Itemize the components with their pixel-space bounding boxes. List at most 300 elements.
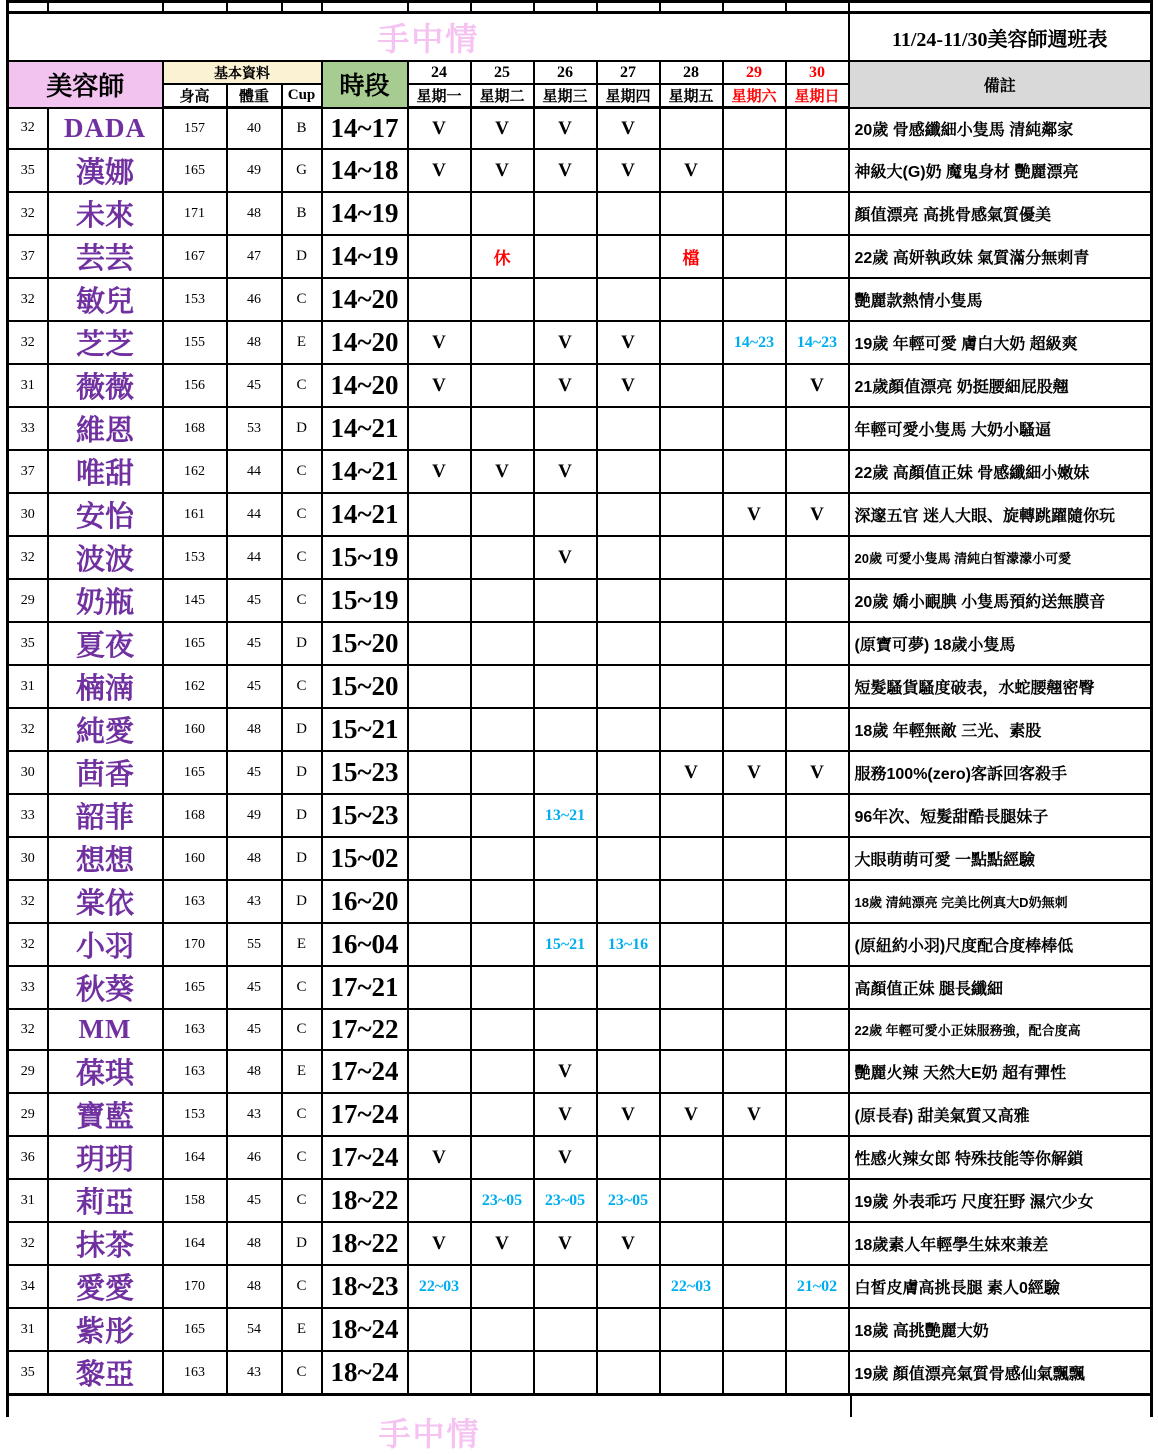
- day-number-29: 29: [723, 61, 786, 84]
- schedule-cell-day-28: [660, 1009, 723, 1050]
- height-cell: 162: [163, 665, 227, 708]
- schedule-cell-day-30: 14~23: [786, 321, 849, 364]
- schedule-cell-day-29: V: [723, 751, 786, 794]
- schedule-cell-day-29: [723, 622, 786, 665]
- day-name-25: 星期二: [471, 84, 534, 108]
- schedule-cell-day-29: [723, 1308, 786, 1351]
- table-row: [8, 1136, 1152, 1179]
- time-slot-cell: 14~20: [322, 278, 408, 321]
- schedule-cell-day-24: [408, 708, 471, 751]
- schedule-cell-day-28: 22~03: [660, 1265, 723, 1308]
- schedule-cell-day-30: [786, 1351, 849, 1395]
- table-row: [8, 536, 1152, 579]
- schedule-cell-day-29: [723, 192, 786, 235]
- schedule-cell-day-25: [471, 536, 534, 579]
- schedule-cell-day-25: [471, 966, 534, 1009]
- schedule-cell-day-25: V: [471, 1222, 534, 1265]
- schedule-cell-day-24: [408, 794, 471, 837]
- height-cell: 163: [163, 1351, 227, 1395]
- cup-cell: C: [282, 579, 322, 622]
- schedule-cell-day-25: [471, 1093, 534, 1136]
- schedule-cell-day-29: V: [723, 1093, 786, 1136]
- note-cell: 大眼萌萌可愛 一點點經驗: [849, 837, 1152, 880]
- cup-cell: D: [282, 751, 322, 794]
- beautician-name: 棠依: [48, 880, 163, 923]
- beautician-name: 敏兒: [48, 278, 163, 321]
- weight-cell: 44: [227, 536, 282, 579]
- schedule-cell-day-25: [471, 407, 534, 450]
- time-slot-cell: 14~17: [322, 108, 408, 150]
- schedule-cell-day-24: V: [408, 321, 471, 364]
- weight-cell: 45: [227, 364, 282, 407]
- cup-cell: E: [282, 321, 322, 364]
- time-slot-cell: 15~20: [322, 665, 408, 708]
- schedule-cell-day-24: [408, 192, 471, 235]
- schedule-cell-day-29: [723, 1009, 786, 1050]
- height-cell: 163: [163, 1050, 227, 1093]
- beautician-name: 秋葵: [48, 966, 163, 1009]
- table-row: [8, 1265, 1152, 1308]
- schedule-cell-day-27: V: [597, 1093, 660, 1136]
- schedule-cell-day-25: [471, 708, 534, 751]
- schedule-cell-day-29: [723, 923, 786, 966]
- schedule-cell-day-29: [723, 450, 786, 493]
- height-cell: 156: [163, 364, 227, 407]
- schedule-cell-day-24: [408, 837, 471, 880]
- table-row: [8, 880, 1152, 923]
- weight-cell: 48: [227, 1265, 282, 1308]
- schedule-cell-day-28: [660, 278, 723, 321]
- height-cell: 160: [163, 837, 227, 880]
- height-cell: 167: [163, 235, 227, 278]
- time-slot-cell: 18~22: [322, 1179, 408, 1222]
- header-beautician: 美容師: [8, 61, 163, 108]
- weight-cell: 48: [227, 837, 282, 880]
- schedule-cell-day-26: V: [534, 1050, 597, 1093]
- header-basic-info: 基本資料: [163, 61, 322, 84]
- weight-cell: 45: [227, 966, 282, 1009]
- time-slot-cell: 17~21: [322, 966, 408, 1009]
- schedule-cell-day-24: V: [408, 1136, 471, 1179]
- cup-cell: C: [282, 966, 322, 1009]
- empty-cell: [849, 2, 1152, 13]
- weight-cell: 45: [227, 622, 282, 665]
- weight-cell: 48: [227, 192, 282, 235]
- schedule-cell-day-28: [660, 579, 723, 622]
- schedule-cell-day-30: [786, 622, 849, 665]
- schedule-cell-day-30: [786, 1179, 849, 1222]
- height-cell: 162: [163, 450, 227, 493]
- height-cell: 170: [163, 1265, 227, 1308]
- cup-cell: C: [282, 1136, 322, 1179]
- schedule-cell-day-28: [660, 1351, 723, 1395]
- schedule-cell-day-24: [408, 1093, 471, 1136]
- schedule-cell-day-25: [471, 665, 534, 708]
- schedule-cell-day-28: [660, 923, 723, 966]
- schedule-cell-day-29: [723, 108, 786, 150]
- beautician-name: 想想: [48, 837, 163, 880]
- cup-cell: C: [282, 278, 322, 321]
- schedule-cell-day-30: [786, 235, 849, 278]
- schedule-cell-day-30: [786, 708, 849, 751]
- schedule-cell-day-28: [660, 364, 723, 407]
- time-slot-cell: 14~21: [322, 407, 408, 450]
- schedule-cell-day-28: [660, 880, 723, 923]
- height-cell: 153: [163, 278, 227, 321]
- schedule-cell-day-25: 休: [471, 235, 534, 278]
- age-cell: 31: [8, 364, 48, 407]
- beautician-name: 抹茶: [48, 1222, 163, 1265]
- age-cell: 32: [8, 880, 48, 923]
- schedule-cell-day-24: [408, 536, 471, 579]
- empty-cell: [471, 2, 534, 13]
- time-slot-cell: 18~24: [322, 1308, 408, 1351]
- schedule-cell-day-27: [597, 622, 660, 665]
- schedule-cell-day-27: V: [597, 108, 660, 150]
- empty-cell: [227, 2, 282, 13]
- beautician-name: 維恩: [48, 407, 163, 450]
- schedule-cell-day-30: [786, 450, 849, 493]
- age-cell: 32: [8, 1009, 48, 1050]
- schedule-cell-day-24: [408, 880, 471, 923]
- schedule-cell-day-30: [786, 1222, 849, 1265]
- time-slot-cell: 14~21: [322, 493, 408, 536]
- beautician-name: 小羽: [48, 923, 163, 966]
- weight-cell: 45: [227, 1009, 282, 1050]
- schedule-cell-day-25: [471, 1265, 534, 1308]
- schedule-cell-day-24: V: [408, 450, 471, 493]
- schedule-cell-day-29: [723, 794, 786, 837]
- schedule-cell-day-24: V: [408, 1222, 471, 1265]
- schedule-cell-day-29: [723, 1136, 786, 1179]
- beautician-name: 漢娜: [48, 149, 163, 192]
- schedule-cell-day-27: [597, 1009, 660, 1050]
- schedule-cell-day-30: [786, 407, 849, 450]
- header-notes: 備註: [849, 61, 1152, 108]
- schedule-cell-day-27: [597, 1136, 660, 1179]
- schedule-cell-day-30: [786, 665, 849, 708]
- schedule-cell-day-29: [723, 407, 786, 450]
- weight-cell: 45: [227, 665, 282, 708]
- schedule-cell-day-30: [786, 1093, 849, 1136]
- schedule-cell-day-25: [471, 622, 534, 665]
- beautician-name: MM: [48, 1009, 163, 1050]
- note-cell: 21歲顏值漂亮 奶挺腰細屁股翹: [849, 364, 1152, 407]
- schedule-cell-day-28: [660, 622, 723, 665]
- table-row: [8, 1179, 1152, 1222]
- schedule-cell-day-28: V: [660, 149, 723, 192]
- day-name-29: 星期六: [723, 84, 786, 108]
- cup-cell: C: [282, 665, 322, 708]
- schedule-cell-day-25: [471, 321, 534, 364]
- weight-cell: 48: [227, 1222, 282, 1265]
- week-range-subtitle: 11/24-11/30美容師週班表: [849, 13, 1152, 62]
- note-cell: (原紐約小羽)尺度配合度棒棒低: [849, 923, 1152, 966]
- table-row: [8, 966, 1152, 1009]
- table-row: [8, 192, 1152, 235]
- note-cell: 艷麗火辣 天然大E奶 超有彈性: [849, 1050, 1152, 1093]
- age-cell: 30: [8, 751, 48, 794]
- empty-cell: [322, 2, 408, 13]
- schedule-cell-day-26: [534, 665, 597, 708]
- table-row: [8, 108, 1152, 150]
- schedule-cell-day-30: [786, 536, 849, 579]
- note-cell: 22歲 高妍執政妹 氣質滿分無刺青: [849, 235, 1152, 278]
- schedule-cell-day-24: [408, 1009, 471, 1050]
- time-slot-cell: 14~21: [322, 450, 408, 493]
- schedule-cell-day-30: [786, 1050, 849, 1093]
- weight-cell: 44: [227, 450, 282, 493]
- schedule-cell-day-26: [534, 966, 597, 1009]
- schedule-cell-day-29: [723, 235, 786, 278]
- time-slot-cell: 15~02: [322, 837, 408, 880]
- note-cell: 20歲 嬌小靦腆 小隻馬預約送無膜音: [849, 579, 1152, 622]
- table-row: [8, 1009, 1152, 1050]
- beautician-name: 愛愛: [48, 1265, 163, 1308]
- time-slot-cell: 14~18: [322, 149, 408, 192]
- empty-cell: [282, 2, 322, 13]
- cup-cell: E: [282, 1050, 322, 1093]
- schedule-cell-day-30: V: [786, 493, 849, 536]
- schedule-cell-day-28: [660, 192, 723, 235]
- beautician-name: 波波: [48, 536, 163, 579]
- schedule-cell-day-27: [597, 966, 660, 1009]
- time-slot-cell: 18~24: [322, 1351, 408, 1395]
- day-number-26: 26: [534, 61, 597, 84]
- note-cell: (原寶可夢) 18歲小隻馬: [849, 622, 1152, 665]
- schedule-cell-day-29: [723, 536, 786, 579]
- schedule-cell-day-26: [534, 579, 597, 622]
- schedule-cell-day-26: V: [534, 1093, 597, 1136]
- age-cell: 37: [8, 450, 48, 493]
- cup-cell: D: [282, 622, 322, 665]
- weight-cell: 45: [227, 751, 282, 794]
- schedule-cell-day-28: [660, 407, 723, 450]
- beautician-name: 芝芝: [48, 321, 163, 364]
- cup-cell: D: [282, 235, 322, 278]
- note-cell: (原長春) 甜美氣質又高雅: [849, 1093, 1152, 1136]
- note-cell: 服務100%(zero)客訴回客殺手: [849, 751, 1152, 794]
- schedule-cell-day-27: 23~05: [597, 1179, 660, 1222]
- schedule-cell-day-24: [408, 235, 471, 278]
- schedule-cell-day-30: [786, 1136, 849, 1179]
- schedule-cell-day-26: [534, 192, 597, 235]
- schedule-cell-day-26: [534, 1009, 597, 1050]
- schedule-cell-day-29: [723, 665, 786, 708]
- time-slot-cell: 18~23: [322, 1265, 408, 1308]
- beautician-name: 茴香: [48, 751, 163, 794]
- schedule-cell-day-24: V: [408, 149, 471, 192]
- beautician-name: 夏夜: [48, 622, 163, 665]
- schedule-cell-day-29: [723, 880, 786, 923]
- schedule-cell-day-25: [471, 880, 534, 923]
- weight-cell: 48: [227, 1050, 282, 1093]
- height-cell: 163: [163, 1009, 227, 1050]
- age-cell: 33: [8, 407, 48, 450]
- beautician-name: 薇薇: [48, 364, 163, 407]
- next-page-title-partial: 手中情: [378, 1416, 481, 1452]
- beautician-name: 安怡: [48, 493, 163, 536]
- schedule-cell-day-30: 21~02: [786, 1265, 849, 1308]
- cup-cell: C: [282, 364, 322, 407]
- weight-cell: 47: [227, 235, 282, 278]
- table-row: [8, 364, 1152, 407]
- next-section-title-cell: [9, 1396, 852, 1452]
- note-cell: 年輕可愛小隻馬 大奶小騷逼: [849, 407, 1152, 450]
- schedule-cell-day-27: [597, 235, 660, 278]
- table-row: [8, 321, 1152, 364]
- weight-cell: 48: [227, 708, 282, 751]
- cup-cell: B: [282, 108, 322, 150]
- header-row-1: [8, 61, 1152, 84]
- time-slot-cell: 16~20: [322, 880, 408, 923]
- note-cell: 18歲 高挑艷麗大奶: [849, 1308, 1152, 1351]
- note-cell: 96年次、短髮甜酷長腿妹子: [849, 794, 1152, 837]
- cup-cell: D: [282, 1222, 322, 1265]
- time-slot-cell: 15~20: [322, 622, 408, 665]
- schedule-cell-day-28: V: [660, 1093, 723, 1136]
- empty-cell: [852, 1396, 1150, 1417]
- note-cell: 深邃五官 迷人大眼、旋轉跳躍隨你玩: [849, 493, 1152, 536]
- time-slot-cell: 14~20: [322, 364, 408, 407]
- height-cell: 161: [163, 493, 227, 536]
- height-cell: 153: [163, 1093, 227, 1136]
- beautician-name: 奶瓶: [48, 579, 163, 622]
- schedule-cell-day-30: V: [786, 751, 849, 794]
- weight-cell: 46: [227, 278, 282, 321]
- weight-cell: 48: [227, 321, 282, 364]
- age-cell: 29: [8, 1050, 48, 1093]
- day-name-30: 星期日: [786, 84, 849, 108]
- cup-cell: C: [282, 1009, 322, 1050]
- schedule-cell-day-25: [471, 923, 534, 966]
- beautician-name: 韶菲: [48, 794, 163, 837]
- schedule-cell-day-30: V: [786, 364, 849, 407]
- time-slot-cell: 16~04: [322, 923, 408, 966]
- height-cell: 164: [163, 1136, 227, 1179]
- weight-cell: 49: [227, 149, 282, 192]
- time-slot-cell: 17~24: [322, 1136, 408, 1179]
- schedule-cell-day-26: V: [534, 321, 597, 364]
- table-row: [8, 235, 1152, 278]
- schedule-cell-day-24: [408, 751, 471, 794]
- height-cell: 153: [163, 536, 227, 579]
- schedule-cell-day-29: [723, 1222, 786, 1265]
- table-row: [8, 622, 1152, 665]
- table-row: [8, 794, 1152, 837]
- age-cell: 32: [8, 321, 48, 364]
- schedule-cell-day-28: 檔: [660, 235, 723, 278]
- weight-cell: 45: [227, 579, 282, 622]
- weight-cell: 43: [227, 880, 282, 923]
- schedule-cell-day-30: [786, 149, 849, 192]
- height-cell: 155: [163, 321, 227, 364]
- schedule-cell-day-26: [534, 1351, 597, 1395]
- age-cell: 29: [8, 1093, 48, 1136]
- time-slot-cell: 15~21: [322, 708, 408, 751]
- age-cell: 31: [8, 1308, 48, 1351]
- note-cell: 22歲 高顏值正妹 骨感纖細小嫩妹: [849, 450, 1152, 493]
- schedule-cell-day-25: [471, 579, 534, 622]
- beautician-name: 寶藍: [48, 1093, 163, 1136]
- table-row: [8, 751, 1152, 794]
- age-cell: 35: [8, 622, 48, 665]
- schedule-cell-day-24: V: [408, 364, 471, 407]
- header-height: 身高: [163, 84, 227, 108]
- header-time-slot: 時段: [322, 61, 408, 108]
- schedule-cell-day-25: [471, 192, 534, 235]
- cup-cell: B: [282, 192, 322, 235]
- schedule-cell-day-24: [408, 1050, 471, 1093]
- beautician-name: 唯甜: [48, 450, 163, 493]
- height-cell: 170: [163, 923, 227, 966]
- schedule-cell-day-30: [786, 837, 849, 880]
- schedule-cell-day-27: [597, 708, 660, 751]
- age-cell: 33: [8, 966, 48, 1009]
- height-cell: 168: [163, 407, 227, 450]
- age-cell: 30: [8, 837, 48, 880]
- time-slot-cell: 15~19: [322, 579, 408, 622]
- schedule-cell-day-26: V: [534, 536, 597, 579]
- schedule-cell-day-28: [660, 1308, 723, 1351]
- schedule-cell-day-26: 23~05: [534, 1179, 597, 1222]
- age-cell: 32: [8, 708, 48, 751]
- cup-cell: D: [282, 794, 322, 837]
- cup-cell: E: [282, 923, 322, 966]
- cup-cell: E: [282, 1308, 322, 1351]
- empty-cell: [408, 2, 471, 13]
- schedule-cell-day-27: [597, 1050, 660, 1093]
- schedule-cell-day-25: 23~05: [471, 1179, 534, 1222]
- beautician-name: 楠湳: [48, 665, 163, 708]
- note-cell: 20歲 骨感纖細小隻馬 清純鄰家: [849, 108, 1152, 150]
- age-cell: 31: [8, 665, 48, 708]
- schedule-cell-day-29: [723, 1265, 786, 1308]
- time-slot-cell: 18~22: [322, 1222, 408, 1265]
- schedule-cell-day-27: V: [597, 149, 660, 192]
- schedule-cell-day-28: [660, 665, 723, 708]
- schedule-cell-day-29: 14~23: [723, 321, 786, 364]
- table-row: [8, 1351, 1152, 1395]
- note-cell: 白皙皮膚高挑長腿 素人0經驗: [849, 1265, 1152, 1308]
- schedule-cell-day-29: [723, 1351, 786, 1395]
- schedule-cell-day-26: [534, 1308, 597, 1351]
- weight-cell: 45: [227, 1179, 282, 1222]
- day-number-28: 28: [660, 61, 723, 84]
- schedule-cell-day-25: [471, 278, 534, 321]
- schedule-cell-day-29: [723, 966, 786, 1009]
- schedule-cell-day-28: [660, 108, 723, 150]
- schedule-cell-day-30: [786, 794, 849, 837]
- schedule-cell-day-25: [471, 837, 534, 880]
- empty-cell: [660, 2, 723, 13]
- note-cell: 18歲 年輕無敵 三光、素股: [849, 708, 1152, 751]
- schedule-cell-day-29: [723, 708, 786, 751]
- schedule-cell-day-27: [597, 192, 660, 235]
- cup-cell: D: [282, 708, 322, 751]
- schedule-cell-day-27: [597, 665, 660, 708]
- schedule-cell-day-26: V: [534, 364, 597, 407]
- schedule-cell-day-25: [471, 1308, 534, 1351]
- schedule-cell-day-28: [660, 321, 723, 364]
- schedule-cell-day-26: [534, 837, 597, 880]
- schedule-cell-day-25: [471, 751, 534, 794]
- schedule-cell-day-27: [597, 1308, 660, 1351]
- cup-cell: G: [282, 149, 322, 192]
- time-slot-cell: 14~19: [322, 192, 408, 235]
- schedule-cell-day-24: [408, 1351, 471, 1395]
- schedule-cell-day-28: [660, 966, 723, 1009]
